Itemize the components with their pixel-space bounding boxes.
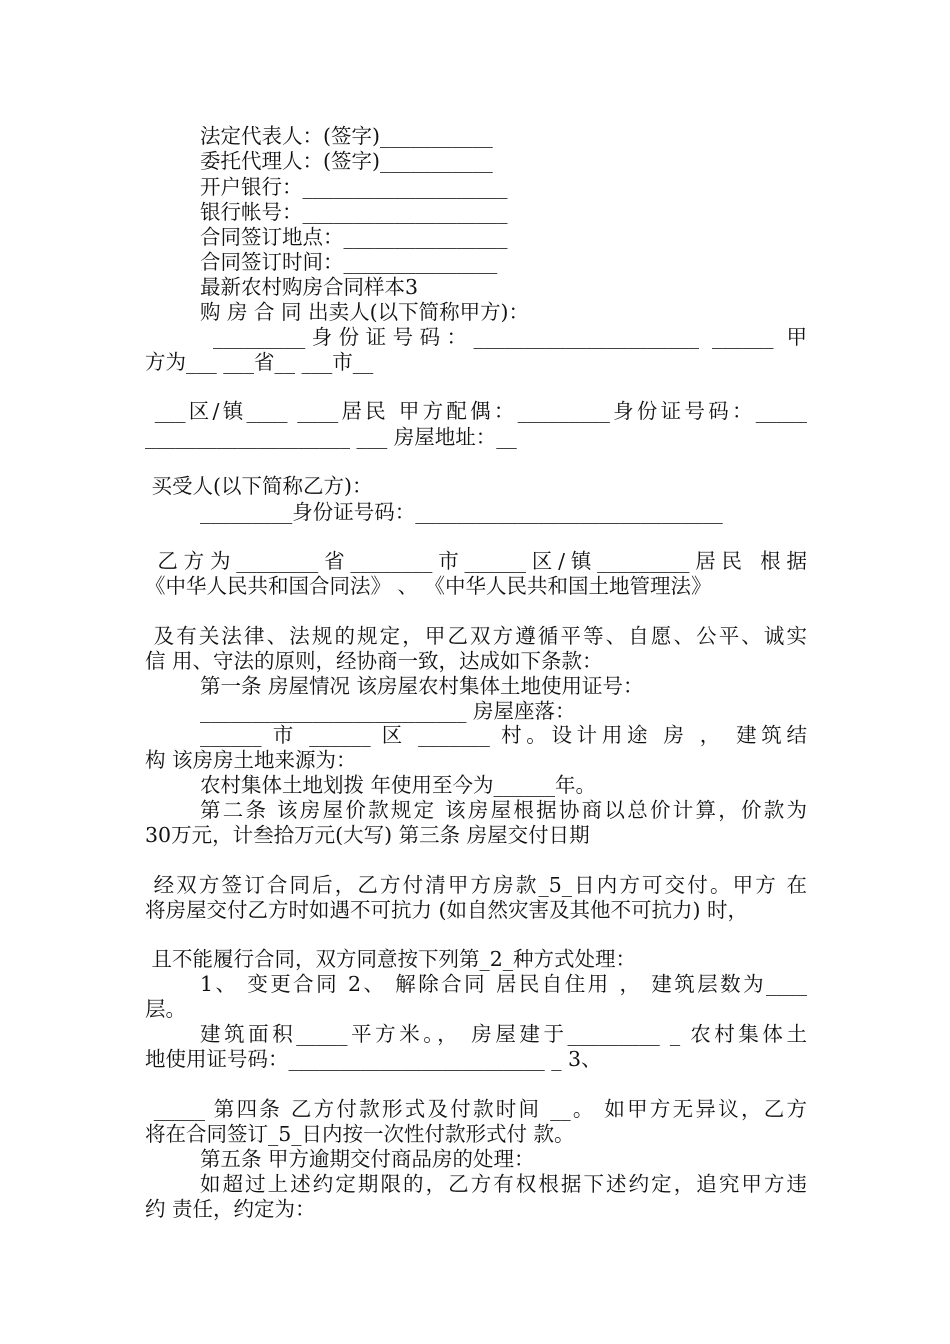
text-line: 信 用、守法的原则，经协商一致，达成如下条款： xyxy=(145,649,603,673)
text-line: 及有关法律、法规的规定，甲乙双方遵循平等、自愿、公平、诚实 xyxy=(145,624,807,648)
text-line: _________身份证号码：______________________ ______ 甲 xyxy=(200,325,807,349)
legal-representative-line: 法定代表人：(签字)___________ xyxy=(200,124,493,148)
text-line: 乙方为________省________市______区/镇_________居民 根据 xyxy=(145,549,807,573)
signing-time-line: 合同签订时间：_______________ xyxy=(200,250,498,274)
text-line: ____________________ ___ 房屋地址：__ xyxy=(145,425,517,449)
text-line: 30万元，计叁拾万元(大写) 第三条 房屋交付日期 xyxy=(145,823,590,847)
sample-title: 最新农村购房合同样本3 xyxy=(200,275,419,299)
bank-line: 开户银行：____________________ xyxy=(200,175,508,199)
text-line: 且不能履行合同，双方同意按下列第_2_种方式处理： xyxy=(145,947,637,971)
contract-title-line: 购 房 合 同 出卖人(以下简称甲方)： xyxy=(200,300,530,324)
text-line: 《中华人民共和国合同法》 、 《中华人民共和国土地管理法》 xyxy=(145,574,712,598)
text-line: 建筑面积_____平方米。， 房屋建于_________ _ 农村集体土 xyxy=(200,1022,807,1046)
text-line: ___区/镇____ ____居民 甲方配偶：_________身份证号码：_____ xyxy=(145,399,807,423)
article-five-heading: 第五条 甲方逾期交付商品房的处理： xyxy=(200,1147,535,1171)
text-line: 农村集体土地划拨 年使用至今为______年。 xyxy=(200,773,597,797)
text-line: 约 责任，约定为： xyxy=(145,1197,316,1221)
authorized-agent-line: 委托代理人：(签字)___________ xyxy=(200,149,493,173)
text-line: 1、 变更合同 2、 解除合同 居民自住用 ， 建筑层数为____ xyxy=(200,972,807,996)
text-line: 将房屋交付乙方时如遇不可抗力 (如自然灾害及其他不可抗力) 时， xyxy=(145,898,749,922)
text-line: 地使用证号码：_________________________ _ 3、 xyxy=(145,1047,602,1071)
text-line: 构 该房房土地来源为： xyxy=(145,748,357,772)
text-line: 如超过上述约定期限的，乙方有权根据下述约定，追究甲方违 xyxy=(200,1172,807,1196)
bank-account-line: 银行帐号：____________________ xyxy=(200,200,508,224)
text-line: 买受人(以下简称乙方)： xyxy=(145,474,373,498)
text-line: 层。 xyxy=(145,997,186,1021)
text-line: 经双方签订合同后，乙方付清甲方房款_5_日内方可交付。甲方 在 xyxy=(145,873,807,897)
article-one-heading: 第一条 房屋情况 该房屋农村集体土地使用证号： xyxy=(200,674,644,698)
signing-place-line: 合同签订地点：________________ xyxy=(200,225,508,249)
text-line: ______ 市 ______ 区 _______ 村。设计用途 房 ， 建筑结 xyxy=(200,723,807,747)
text-line: __________________________ 房屋座落： xyxy=(200,699,576,723)
text-line: 方为___ ___省__ ___市__ xyxy=(145,350,374,374)
text-line: _________身份证号码：______________________________ xyxy=(200,500,723,524)
article-two-heading: 第二条 该房屋价款规定 该房屋根据协商以总价计算，价款为 xyxy=(200,798,807,822)
article-four-line: _____ 第四条 乙方付款形式及付款时间 __。 如甲方无异议，乙方 xyxy=(145,1097,807,1121)
text-line: 将在合同签订_5_日内按一次性付款形式付 款。 xyxy=(145,1122,575,1146)
